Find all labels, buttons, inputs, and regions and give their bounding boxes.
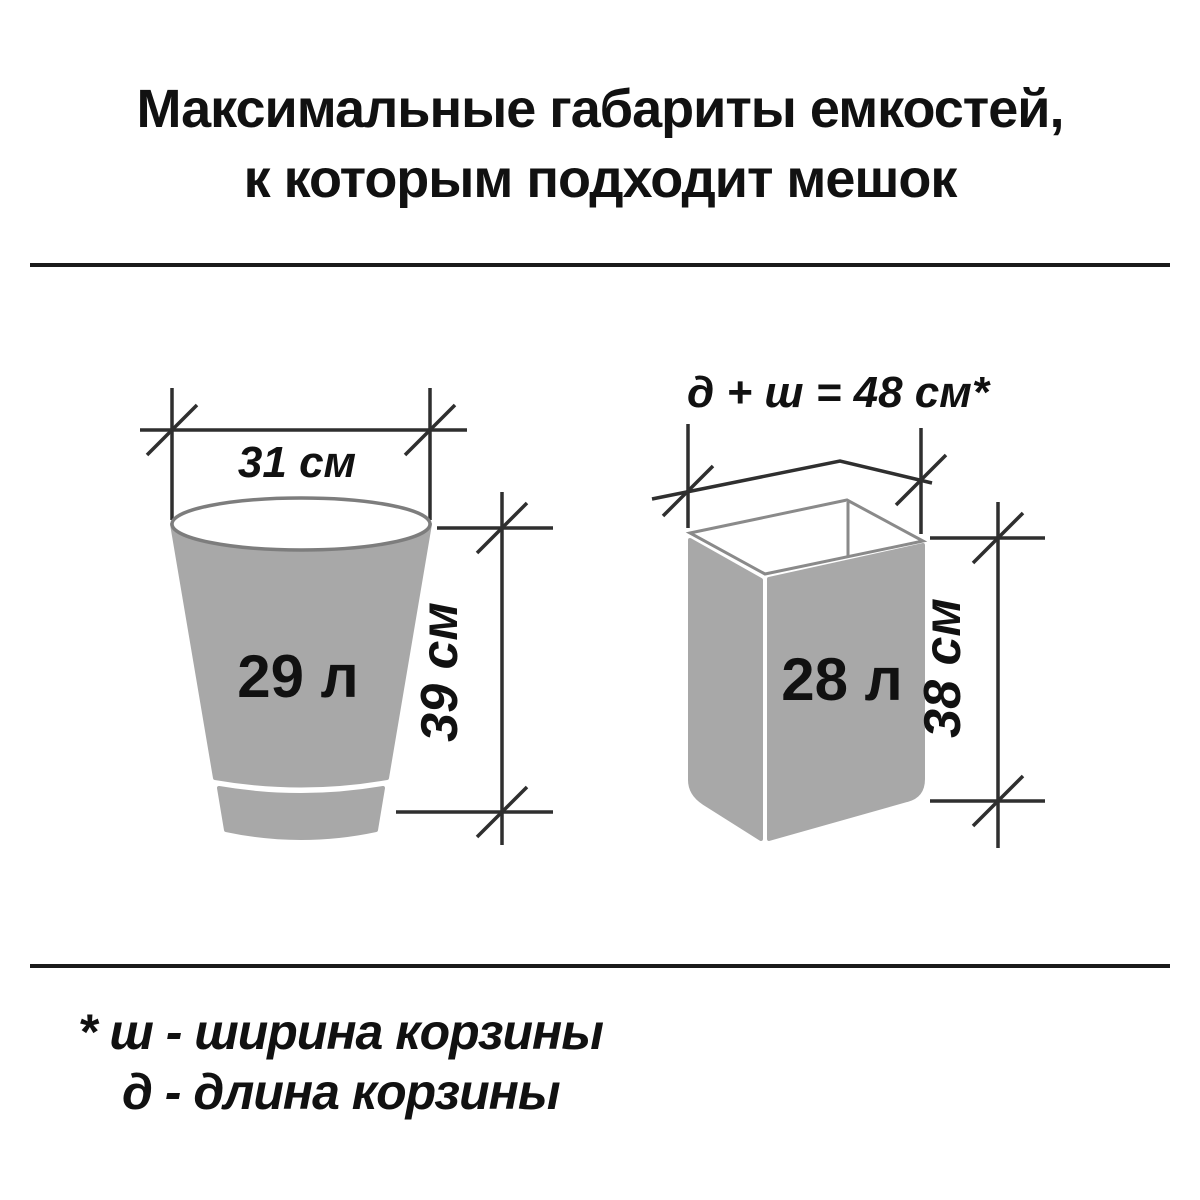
- bucket-rim-opening: [172, 498, 430, 550]
- footnote-line-2: д - длина корзины: [122, 1064, 560, 1120]
- basket-left-face: [690, 540, 761, 839]
- dimension-line-perimeter: [652, 461, 932, 499]
- bucket-base: [219, 788, 383, 838]
- basket-diagram: [652, 368, 1045, 848]
- separator-bottom: [30, 964, 1170, 968]
- footnote-line-1: * ш - ширина корзины: [78, 1004, 603, 1060]
- bucket-height-label: 39 см: [411, 602, 469, 742]
- bucket-volume-label: 29 л: [237, 643, 359, 710]
- footnote: [78, 1002, 603, 1122]
- bucket-width-label: 31 см: [237, 438, 357, 487]
- title-line-1: Максимальные габариты емкостей,: [136, 79, 1064, 139]
- basket-volume-label: 28 л: [781, 646, 903, 713]
- basket-height-label: 38 см: [914, 598, 972, 738]
- basket-formula-label: д + ш = 48 см*: [687, 368, 989, 417]
- title-line-2: к которым подходит мешок: [243, 149, 957, 209]
- bucket-diagram: [140, 388, 553, 845]
